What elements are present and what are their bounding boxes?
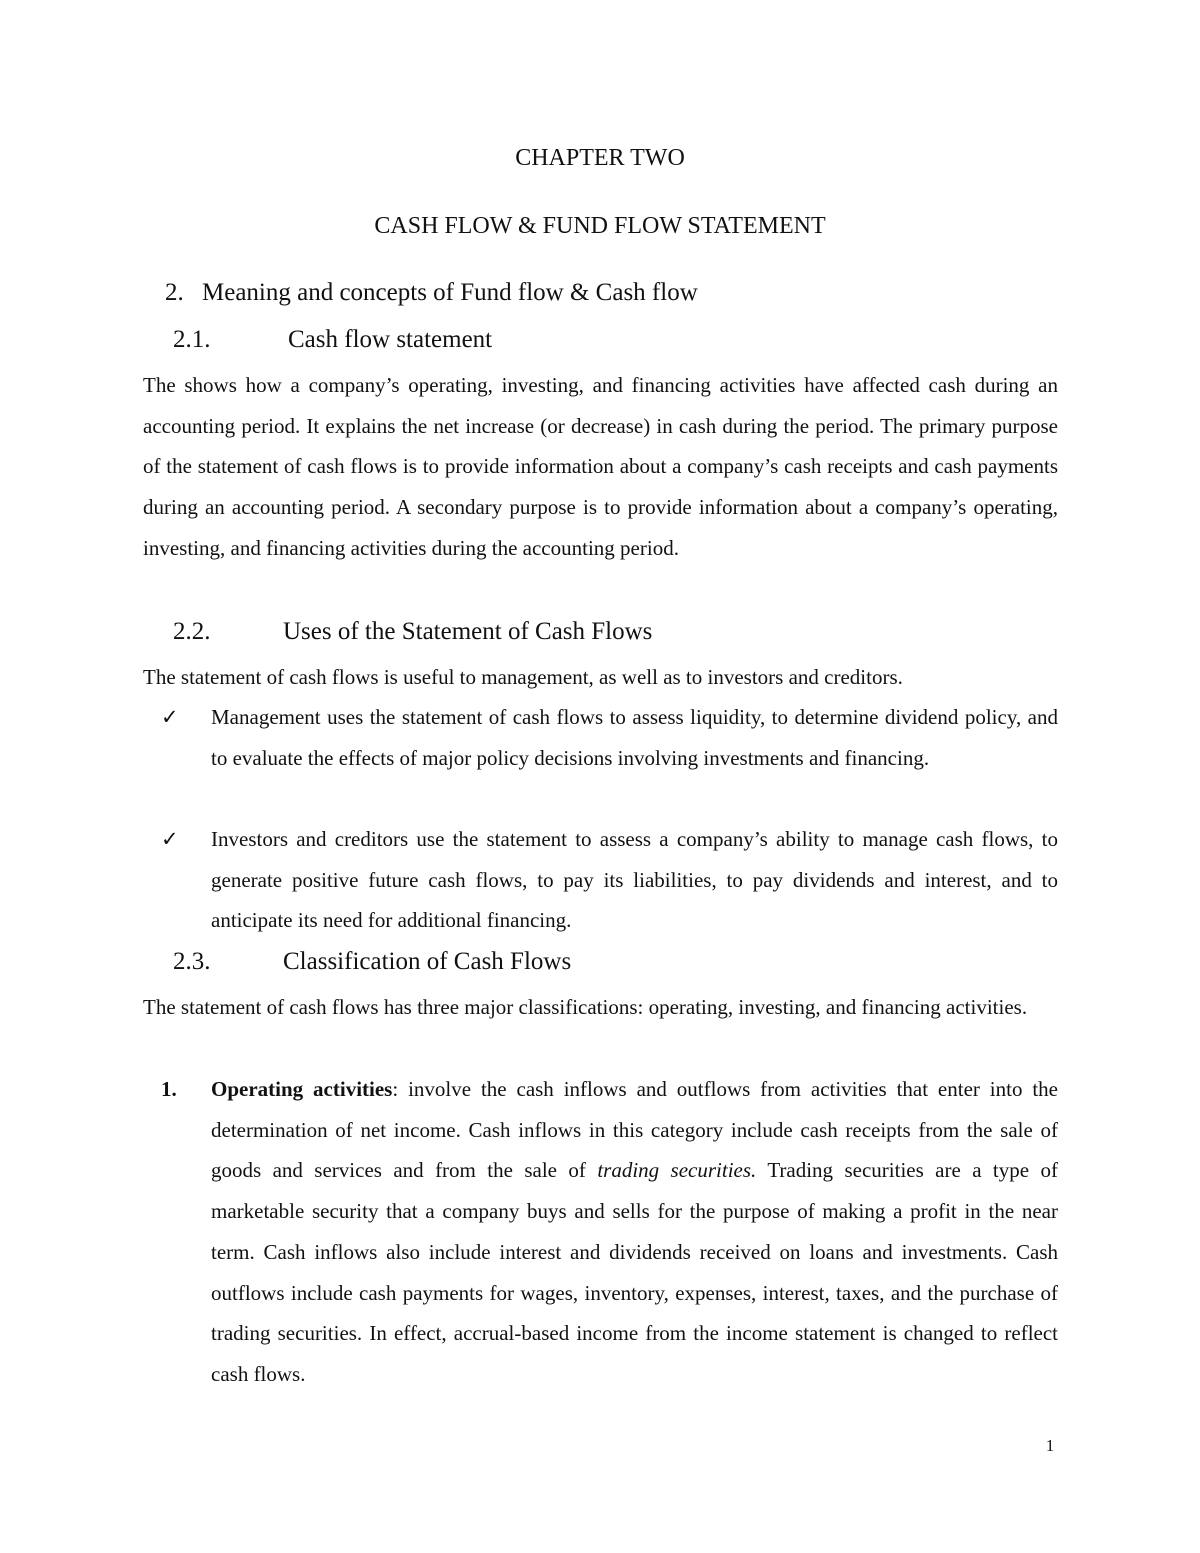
section-title: Uses of the Statement of Cash Flows xyxy=(283,618,653,645)
uses-intro-paragraph: The statement of cash flows is useful to management, as well as to investors and creditors. xyxy=(143,665,903,689)
chapter-title: CHAPTER TWO xyxy=(515,145,685,171)
checkmark-icon: ✓ xyxy=(161,827,179,851)
item-number: 1. xyxy=(161,1077,177,1101)
section-number: 2. xyxy=(165,279,184,306)
bullet-text: Investors and creditors use the statement to assess a company’s ability to manage cash flows, to generate positive future cash flows, to pay its liabilities, to pay dividends and interest, and to anticipate its need for additional financing. xyxy=(211,827,1058,933)
document-title: CASH FLOW & FUND FLOW STATEMENT xyxy=(374,213,826,239)
section-number: 2.2. xyxy=(173,618,211,645)
item-text-part: Trading securities are a type of marketable security that a company buys and sells for the purpose of making a profit in the near term. Cash inflows also include interest and dividends received on loans and investments. Cash outflows include cash payments for wages, inventory, expenses, interest, taxes, and the purchase of trading securities. In effect, accrual-based income from the income statement is changed to reflect cash flows. xyxy=(211,1158,1058,1386)
operating-activities-text xyxy=(211,1069,1058,1395)
emphasis-term: trading securities. xyxy=(597,1158,757,1183)
section-title: Cash flow statement xyxy=(288,326,493,353)
bullet-text: Management uses the statement of cash flows to assess liquidity, to determine dividend policy, and to evaluate the effects of major policy decisions involving investments and financing. xyxy=(211,705,1058,770)
section-title: Classification of Cash Flows xyxy=(283,948,572,975)
term-label: Operating activities xyxy=(211,1077,393,1101)
cash-flow-statement-paragraph: The shows how a company’s operating, investing, and financing activities have affected cash during an accounting period. It explains the net increase (or decrease) in cash during the period. The primary purpose of the statement of cash flows is to provide information about a company’s cash receipts and cash payments during an accounting period. A secondary purpose is to provide information about a company’s operating, investing, and financing activities during the accounting period. xyxy=(143,373,1058,560)
section-number: 2.1. xyxy=(173,326,211,353)
classification-intro-paragraph: The statement of cash flows has three major classifications: operating, investing, and financing activities. xyxy=(143,995,1028,1019)
checkmark-icon: ✓ xyxy=(161,705,179,729)
item-text-part: : involve the cash inflows and outflows from activities that enter into the determination of net income. Cash inflows in this category include cash receipts from the sale of goods and services and from the sale of xyxy=(211,1077,1059,1183)
section-number: 2.3. xyxy=(173,948,211,975)
section-title: Meaning and concepts of Fund flow & Cash flow xyxy=(202,279,698,306)
page-number: 1 xyxy=(1045,1436,1055,1455)
